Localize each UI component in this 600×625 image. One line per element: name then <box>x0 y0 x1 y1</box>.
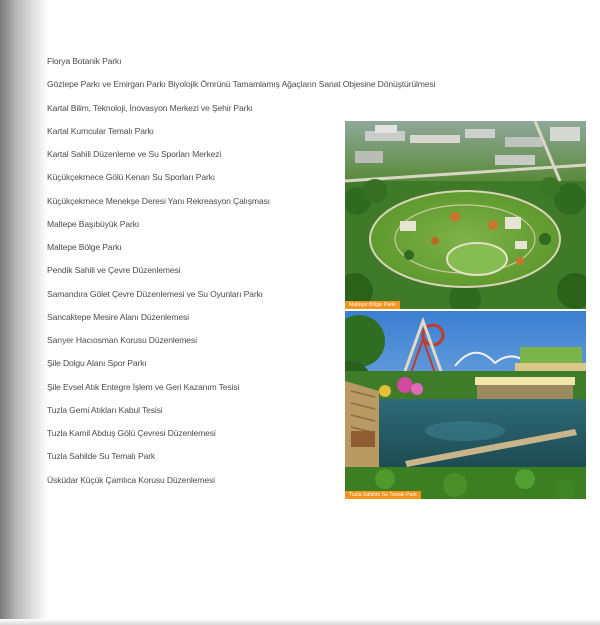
list-item: Maltepe Bölge Parkı <box>47 242 122 252</box>
maltepe-photo-caption: Maltepe Bölge Parkı <box>345 301 400 309</box>
maltepe-park-render <box>345 121 586 309</box>
list-item: Tuzla Sahilde Su Temalı Park <box>47 451 156 462</box>
list-item: Küçükçekmece Gölü Kenarı Su Sporları Parkı <box>47 172 216 183</box>
tuzla-water-park-photo <box>345 311 586 499</box>
list-item: Pendik Sahili ve Çevre Düzenlemesi <box>47 265 181 276</box>
list-item: Samandıra Gölet Çevre Düzenlemesi ve Su Oyunları Parkı <box>47 288 263 299</box>
list-item: Sarıyer Hacıosman Korusu Düzenlemesi <box>47 335 197 345</box>
tuzla-water-park-render <box>345 311 586 499</box>
list-item: Tuzla Gemi Atıkları Kabul Tesisi <box>47 404 163 415</box>
list-item: Kartal Sahili Düzenleme ve Su Sporları Merkezi <box>47 149 222 159</box>
list-item: Şile Dolgu Alanı Spor Parkı <box>47 358 147 369</box>
list-item: Maltepe Başıbüyük Parkı <box>47 218 140 229</box>
page-gutter-shadow <box>0 0 48 625</box>
list-item: Üsküdar Küçük Çamlıca Korusu Düzenlemesi <box>47 474 215 485</box>
list-item: Küçükçekmece Menekşe Deresi Yanı Rekreasyon Çalışması <box>47 195 270 206</box>
page-bottom-edge <box>0 619 600 625</box>
list-item: Florya Botanik Parkı <box>47 56 122 66</box>
list-item: Göztepe Parkı ve Emirgan Parkı Biyolojik Ömrünü Tamamlamış Ağaçların Sanat Objesine Dönüştürülmesi <box>47 79 436 90</box>
tuzla-photo-caption: Tuzla Sahilde Su Temalı Park <box>345 491 421 499</box>
list-item: Şile Evsel Atık Entegre İşlem ve Geri Kazanım Tesisi <box>47 381 240 392</box>
list-item: Kartal Kumcular Temalı Parkı <box>47 125 154 136</box>
list-item: Sancaktepe Mesire Alanı Düzenlemesi <box>47 311 189 322</box>
list-item: Kartal Bilim, Teknoloji, İnovasyon Merkezi ve Şehir Parkı <box>47 102 253 113</box>
maltepe-park-photo <box>345 121 586 309</box>
list-item: Tuzla Kamil Abduş Gölü Çevresi Düzenlemesi <box>47 428 216 438</box>
